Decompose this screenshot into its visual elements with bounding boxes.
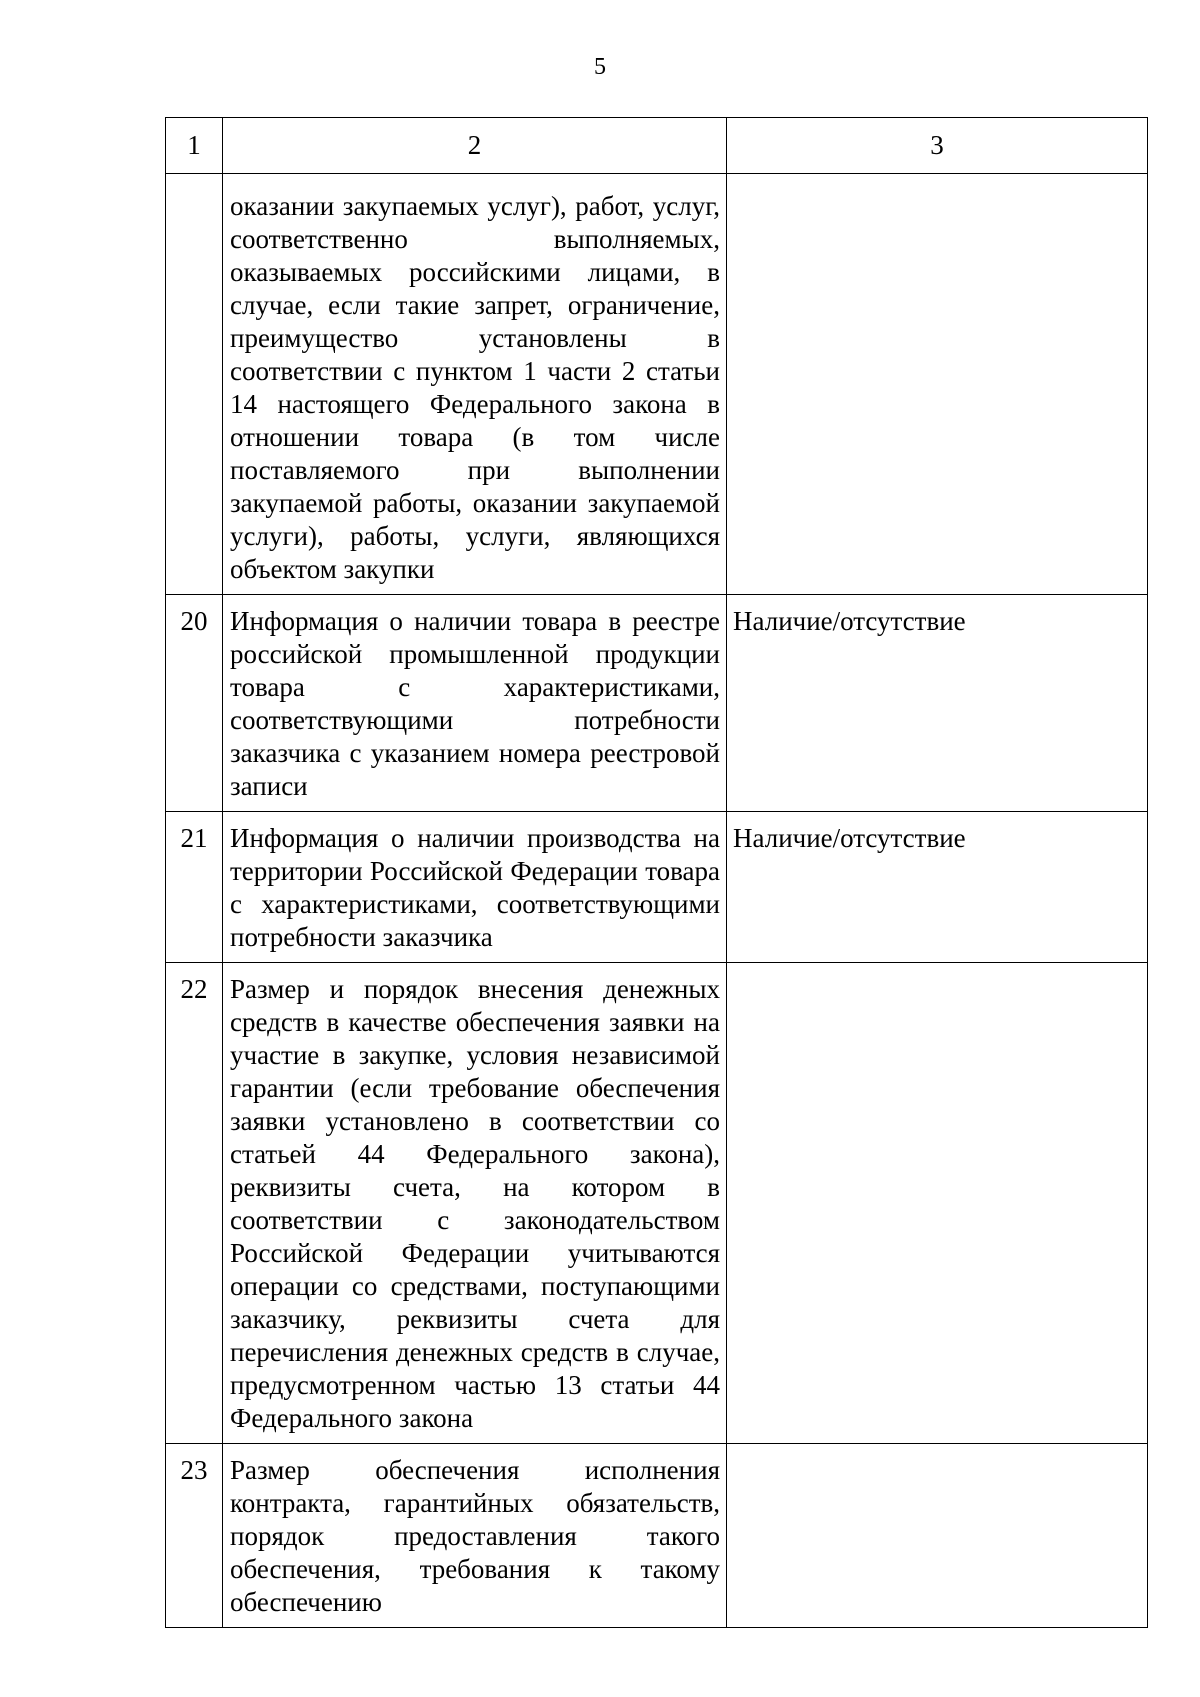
row-number: 20 — [166, 595, 223, 812]
page-number: 5 — [594, 54, 606, 80]
column-header-3: 3 — [727, 118, 1148, 174]
row-number — [166, 174, 223, 595]
requirements-table — [165, 117, 1148, 1628]
table-row-continuation — [166, 174, 1148, 595]
row-description: Размер и порядок внесения денежных средств в качестве обеспечения заявки на участие в закупке, условия независимой гарантии (если требование обеспечения заявки установлено в соответствии со статьей 44 Федерального закона), реквизиты счета, на котором в соответствии с законодательством Российской Федерации учитываются операции со средствами, поступающими заказчику, реквизиты счета для перечисления денежных средств в случае, предусмотренном частью 13 статьи 44 Федерального закона — [223, 963, 727, 1444]
row-description: Размер обеспечения исполнения контракта, гарантийных обязательств, порядок предоставления такого обеспечения, требования к такому обеспечению — [223, 1444, 727, 1628]
row-description: оказании закупаемых услуг), работ, услуг, соответственно выполняемых, оказываемых российскими лицами, в случае, если такие запрет, ограничение, преимущество установлены в соответствии с пунктом 1 части 2 статьи 14 настоящего Федерального закона в отношении товара (в том числе поставляемого при выполнении закупаемой работы, оказании закупаемой услуги), работы, услуги, являющихся объектом закупки — [223, 174, 727, 595]
table-row — [166, 812, 1148, 963]
row-number: 23 — [166, 1444, 223, 1628]
row-value — [727, 963, 1148, 1444]
table-row — [166, 1444, 1148, 1628]
row-value: Наличие/отсутствие — [727, 595, 1148, 812]
row-value — [727, 174, 1148, 595]
row-value: Наличие/отсутствие — [727, 812, 1148, 963]
row-number: 22 — [166, 963, 223, 1444]
column-header-1: 1 — [166, 118, 223, 174]
row-value — [727, 1444, 1148, 1628]
table-row — [166, 595, 1148, 812]
table-row — [166, 963, 1148, 1444]
row-description: Информация о наличии производства на территории Российской Федерации товара с характеристиками, соответствующими потребности заказчика — [223, 812, 727, 963]
table-header-row — [166, 118, 1148, 174]
column-header-2: 2 — [223, 118, 727, 174]
row-description: Информация о наличии товара в реестре российской промышленной продукции товара с характеристиками, соответствующими потребности заказчика с указанием номера реестровой записи — [223, 595, 727, 812]
row-number: 21 — [166, 812, 223, 963]
